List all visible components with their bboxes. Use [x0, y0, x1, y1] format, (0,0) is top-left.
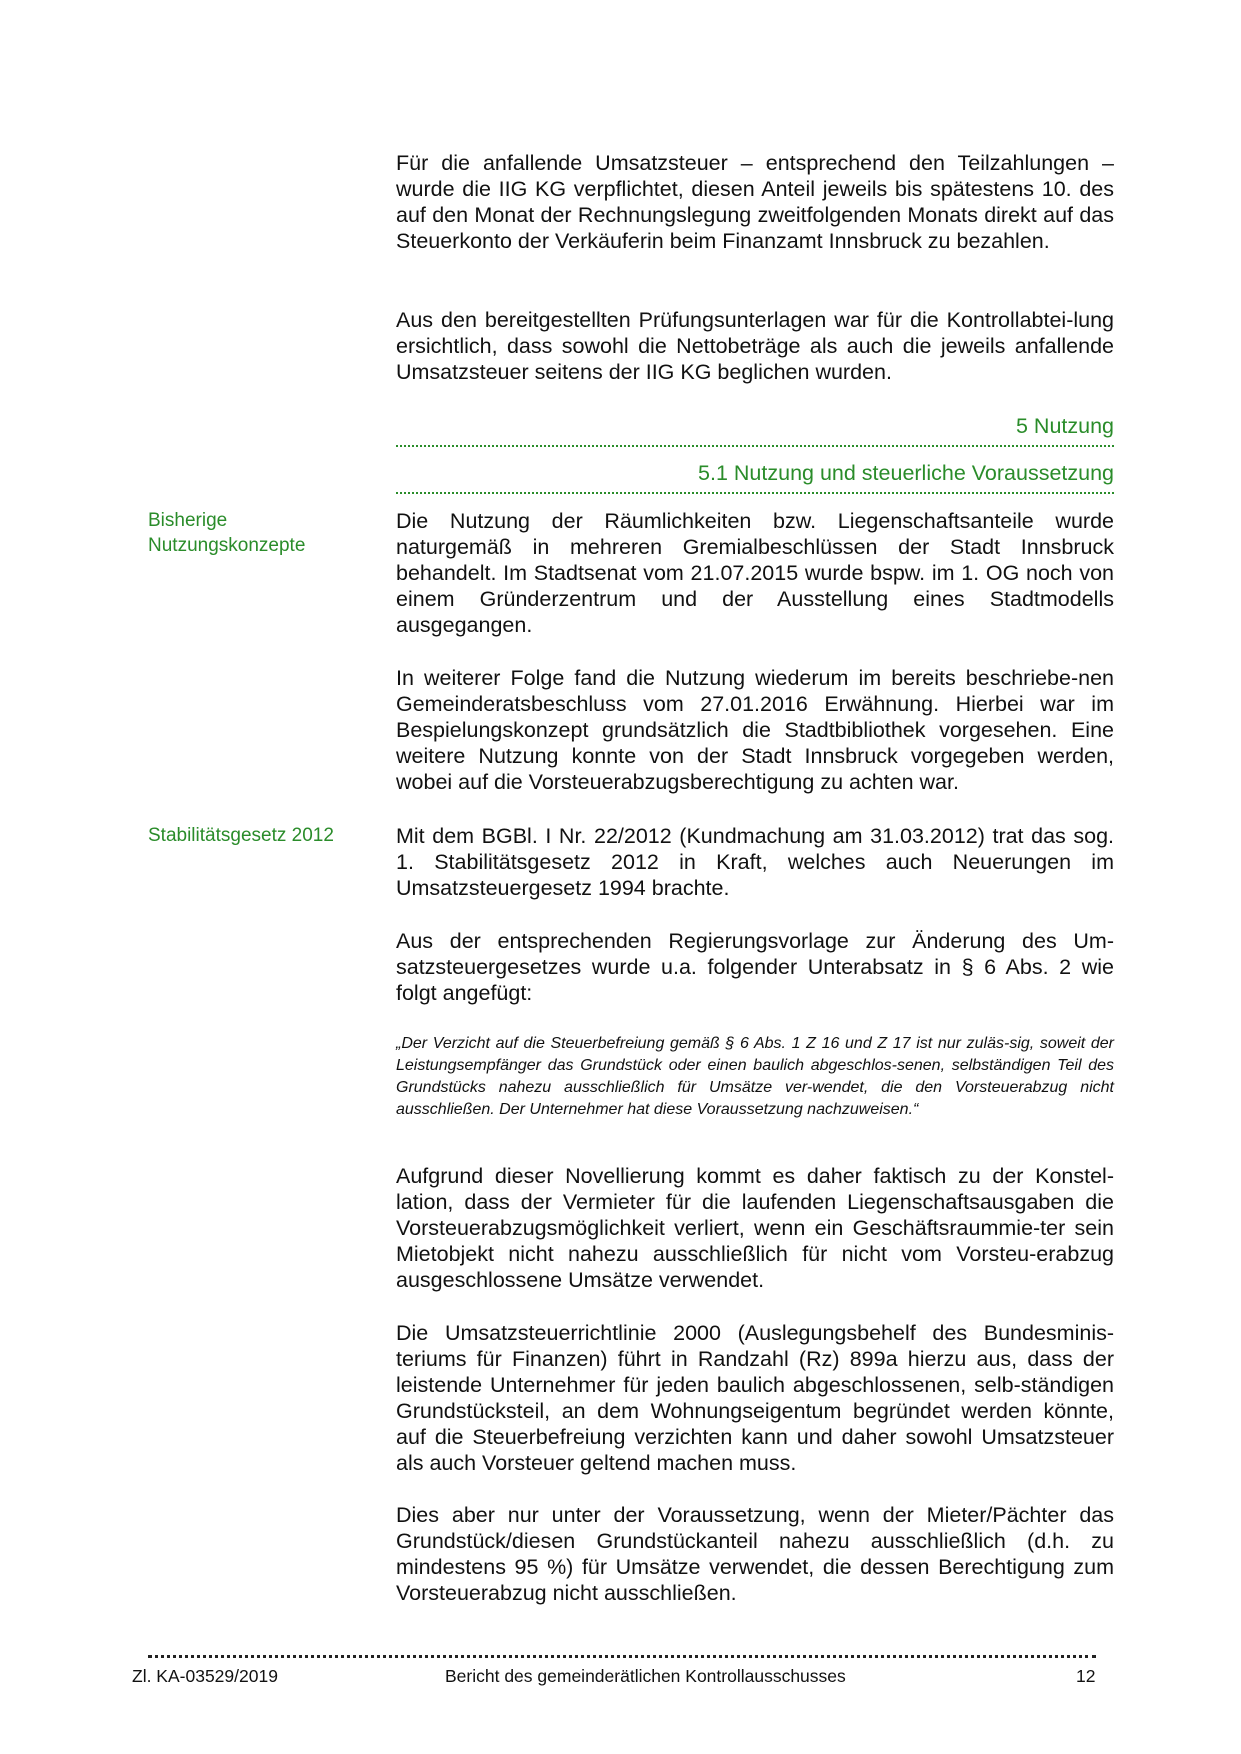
- paragraph-umsatzsteuerrichtlinie: Die Umsatzsteuerrichtlinie 2000 (Auslegungsbehelf des Bundesminis-teriums für Finanzen) führt in Randzahl (Rz) 899a hierzu aus, dass der leistende Unternehmer für jeden baulich abgeschlossenen, selb-ständigen Grundstücksteil, an dem Wohnungseigentum begründet werden könnte, auf die Steuerbefreiung verzichten kann und daher sowohl Umsatzsteuer als auch Vorsteuer geltend machen muss.: [396, 1321, 1114, 1475]
- margin-note-line-1: Bisherige: [148, 510, 228, 531]
- paragraph-regierungsvorlage: Aus der entsprechenden Regierungsvorlage zur Änderung des Um-satzsteuergesetzes wurde u.a. folgender Unterabsatz in § 6 Abs. 2 wie folgt angefügt:: [396, 929, 1114, 1005]
- paragraph-umsatzsteuer-teilzahlungen: Für die anfallende Umsatzsteuer – entsprechend den Teilzahlungen – wurde die IIG KG verpflichtet, diesen Anteil jeweils bis spätestens 10. des auf den Monat der Rechnungslegung zweitfolgenden Monats direkt auf das Steuerkonto der Verkäuferin beim Finanzamt Innsbruck zu bezahlen.: [396, 151, 1114, 253]
- footer-page-number: 12: [1076, 1666, 1096, 1686]
- footer-reference: Zl. KA-03529/2019: [132, 1666, 278, 1686]
- paragraph-novellierung: Aufgrund dieser Novellierung kommt es daher faktisch zu der Konstel-lation, dass der Vermieter für die laufenden Liegenschaftsausgaben die Vorsteuerabzugsmöglichkeit verliert, wenn ein Geschäftsraummie-ter sein Mietobjekt nicht nahezu ausschließlich für nicht vom Vorsteu-erabzug ausgeschlossene Umsätze verwendet.: [396, 1164, 1114, 1292]
- footer-divider: [148, 1655, 1096, 1658]
- section-heading-5: 5 Nutzung: [396, 413, 1114, 447]
- quote-steuerbefreiung: „Der Verzicht auf die Steuerbefreiung gemäß § 6 Abs. 1 Z 16 und Z 17 ist nur zuläs-sig, soweit der Leistungsempfänger das Grundstück oder einen baulich abgeschlos-senen, selbständigen Teil des Grundstücks nahezu ausschließlich für Umsätze ver-wendet, die den Vorsteuerabzug nicht ausschließen. Der Unternehmer hat diese Voraussetzung nachzuweisen.“: [396, 1035, 1114, 1118]
- paragraph-bgbl: Mit dem BGBl. I Nr. 22/2012 (Kundmachung am 31.03.2012) trat das sog. 1. Stabilitätsgesetz 2012 in Kraft, welches auch Neuerungen im Umsatzsteuergesetz 1994 brachte.: [396, 824, 1114, 900]
- margin-note-bisherige-nutzungskonzepte: [148, 508, 368, 558]
- margin-note-line-2: Nutzungskonzepte: [148, 535, 306, 556]
- paragraph-pruefungsunterlagen: Aus den bereitgestellten Prüfungsunterlagen war für die Kontrollabtei-lung ersichtlich, dass sowohl die Nettobeträge als auch die jeweils anfallende Umsatzsteuer seitens der IIG KG beglichen wurden.: [396, 308, 1114, 384]
- margin-note-stabilitaetsgesetz: Stabilitätsgesetz 2012: [148, 825, 334, 846]
- footer-title: Bericht des gemeinderätlichen Kontrollausschusses: [445, 1666, 846, 1686]
- paragraph-nutzung-raeumlichkeiten: Die Nutzung der Räumlichkeiten bzw. Liegenschaftsanteile wurde naturgemäß in mehreren Gremialbeschlüssen der Stadt Innsbruck behandelt. Im Stadtsenat vom 21.07.2015 wurde bspw. im 1. OG noch von einem Gründerzentrum und der Ausstellung eines Stadtmodells ausgegangen.: [396, 509, 1114, 637]
- paragraph-voraussetzung: Dies aber nur unter der Voraussetzung, wenn der Mieter/Pächter das Grundstück/diesen Grundstückanteil nahezu ausschließlich (d.h. zu mindestens 95 %) für Umsätze verwendet, die dessen Berechtigung zum Vorsteuerabzug nicht ausschließen.: [396, 1503, 1114, 1605]
- section-heading-5-1: 5.1 Nutzung und steuerliche Voraussetzung: [396, 460, 1114, 494]
- paragraph-gemeinderatsbeschluss: In weiterer Folge fand die Nutzung wiederum im bereits beschriebe-nen Gemeinderatsbeschluss vom 27.01.2016 Erwähnung. Hierbei war im Bespielungskonzept grundsätzlich die Stadtbibliothek vorgesehen. Eine weitere Nutzung konnte von der Stadt Innsbruck vorgegeben werden, wobei auf die Vorsteuerabzugsberechtigung zu achten war.: [396, 666, 1114, 794]
